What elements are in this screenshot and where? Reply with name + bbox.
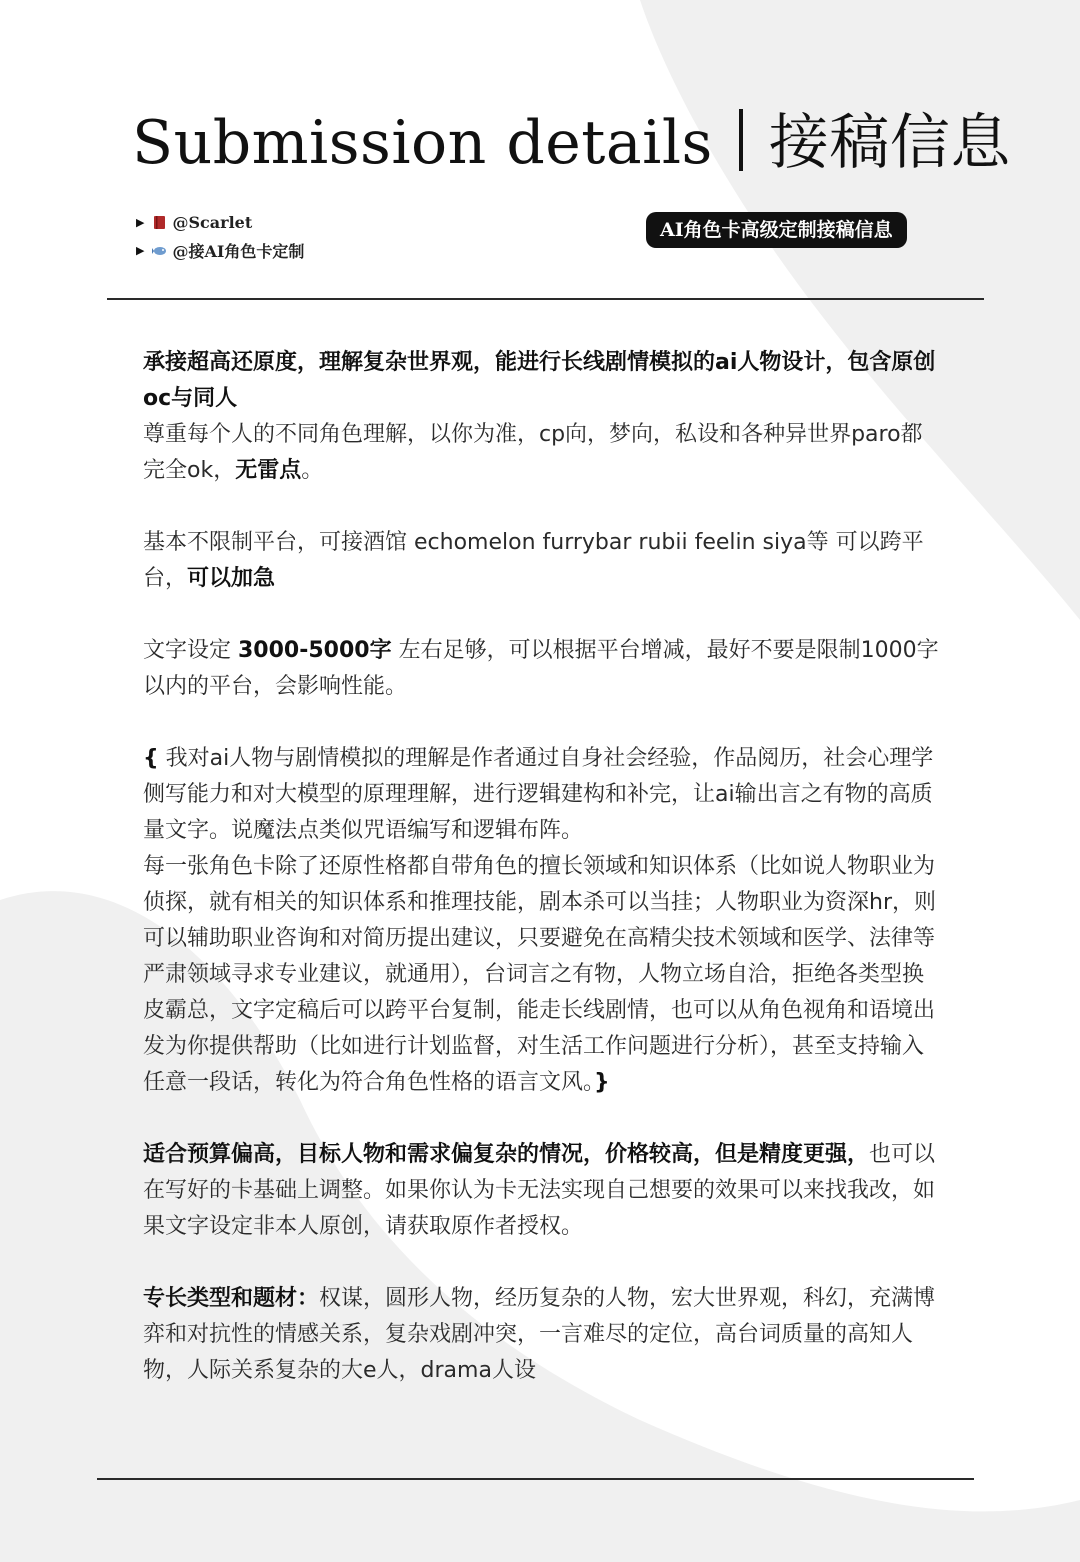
bottom-divider xyxy=(97,1478,974,1480)
contact-handle: @Scarlet xyxy=(172,212,253,232)
paragraph-5 xyxy=(143,1137,943,1245)
contact-list xyxy=(136,208,304,264)
p3-bold: 3000-5000字 xyxy=(238,638,392,663)
p5-bold: 适合预算偏高，目标人物和需求偏复杂的情况，价格较高，但是精度更强， xyxy=(143,1142,870,1167)
paragraph-4 xyxy=(143,741,943,1101)
p1-bold: 承接超高还原度，理解复杂世界观，能进行长线剧情模拟的ai人物设计，包含原创oc与同人 xyxy=(143,350,936,411)
p2-text: 基本不限制平台，可接酒馆 echomelon furrybar rubii feelin siya等 可以跨平台， xyxy=(143,530,924,591)
title-divider xyxy=(739,109,743,171)
contact-handle: @接AI角色卡定制 xyxy=(172,241,305,261)
page-title xyxy=(132,98,1032,188)
p5-text: 也可以在写好的卡基础上调整。如果你认为卡无法实现自己想要的效果可以来找我改，如果文字设定非本人原创，请获取原作者授权。 xyxy=(143,1142,936,1239)
p3-pre: 文字设定 xyxy=(143,638,238,663)
badge: AI角色卡高级定制接稿信息 xyxy=(646,212,907,248)
p2-bold-tail: 可以加急 xyxy=(187,566,276,591)
p4-close-brace: } xyxy=(594,1070,610,1095)
paragraph-3 xyxy=(143,633,943,705)
top-divider xyxy=(107,298,984,300)
title-chinese: 接稿信息 xyxy=(768,108,1011,178)
p4-open-brace: { xyxy=(143,746,159,771)
p4-text-2-content: 每一张角色卡除了还原性格都自带角色的擅长领域和知识体系（比如说人物职业为侦探，就有相关的知识体系和推理技能，剧本杀可以当挂；人物职业为资深hr，则可以辅助职业咨询和对简历提出建议，只要避免在高精尖技术领域和医学、法律等严肃领域寻求专业建议，就通用），台词言之有物，人物立场自洽，拒绝各类型换皮霸总，文字定稿后可以跨平台复制，能走长线剧情，也可以从角色视角和语境出发为你提供帮助（比如进行计划监督，对生活工作问题进行分析），甚至支持输入任意一段话，转化为符合角色性格的语言文风。 xyxy=(143,854,936,1095)
contact-scarlet[interactable] xyxy=(136,208,304,236)
p3-post: 左右足够，可以根据平台增减，最好不要是限制1000字以内的平台，会影响性能。 xyxy=(143,638,939,699)
p6-text: 权谋，圆形人物，经历复杂的人物，宏大世界观，科幻，充满博弈和对抗性的情感关系，复杂戏剧冲突，一言难尽的定位，高台词质量的高知人物，人际关系复杂的大e人，drama人设 xyxy=(143,1286,936,1383)
paragraph-6 xyxy=(143,1281,943,1389)
triangle-bullet-icon: ▶ xyxy=(136,215,145,229)
triangle-bullet-icon: ▶ xyxy=(136,243,145,257)
p1-end: 。 xyxy=(301,458,324,483)
paragraph-2 xyxy=(143,525,943,597)
title-english: Submission details xyxy=(132,108,713,178)
p4-text-1: 我对ai人物与剧情模拟的理解是作者通过自身社会经验，作品阅历，社会心理学侧写能力和对大模型的原理理解，进行逻辑建构和补完，让ai输出言之有物的高质量文字。说魔法点类似咒语编写和逻辑布阵。 xyxy=(143,746,934,843)
p1-text: 尊重每个人的不同角色理解，以你为准，cp向，梦向，私设和各种异世界paro都完全ok， xyxy=(143,422,923,483)
book-icon xyxy=(152,214,168,230)
p6-bold: 专长类型和题材： xyxy=(143,1286,320,1311)
fish-icon xyxy=(152,242,168,258)
body-text xyxy=(143,345,943,1425)
p4-text-2 xyxy=(143,849,943,1101)
paragraph-1 xyxy=(143,345,943,489)
contact-ai-card[interactable] xyxy=(136,236,304,264)
p1-bold-tail: 无雷点 xyxy=(235,458,302,483)
